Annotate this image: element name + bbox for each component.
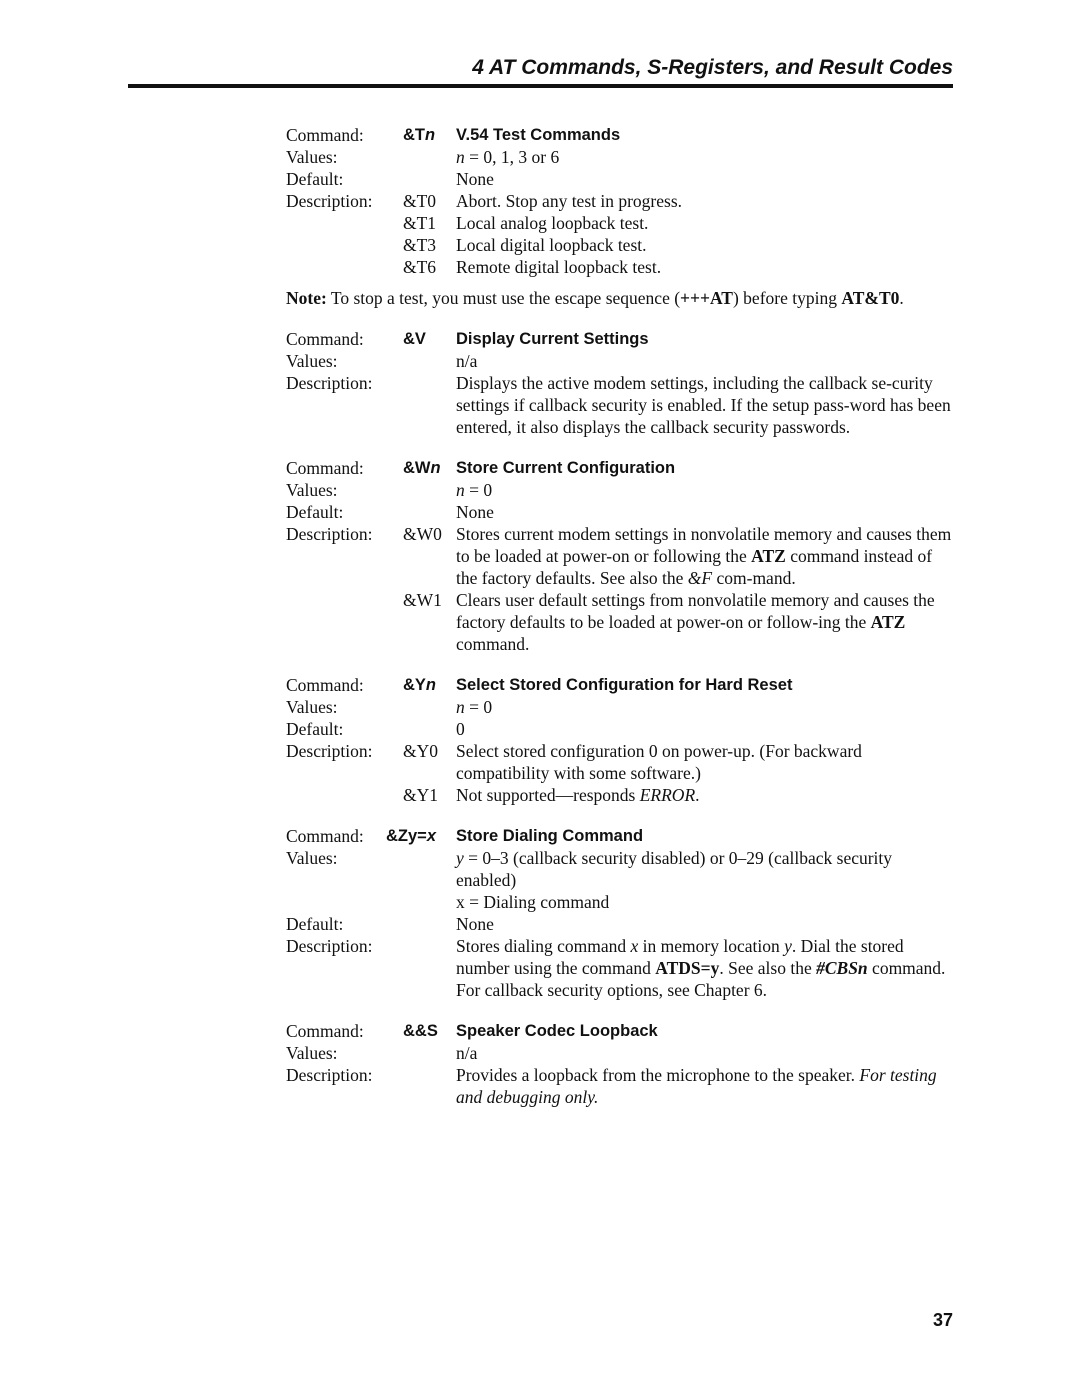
section-title: Select Stored Configuration for Hard Reset bbox=[456, 676, 793, 694]
item-text: Select stored configuration 0 on power-up. (For backward compatibility with some software.) bbox=[456, 741, 862, 783]
item-code: &W0 bbox=[403, 524, 442, 544]
values-text-x: x = Dialing command bbox=[456, 892, 610, 912]
item-text: Clears user default settings from nonvolatile memory and causes the factory defaults to be loaded at power-on or follow-ing the ATZ command. bbox=[456, 590, 935, 654]
description-text: Provides a loopback from the microphone to the speaker. For testing and debugging only. bbox=[456, 1065, 937, 1107]
command-label: Command: bbox=[286, 458, 364, 478]
command-label: Command: bbox=[286, 1021, 364, 1041]
description-text: Stores dialing command x in memory location y. Dial the stored number using the command ATDS=y. See also the #CBSn command. For callback security options, see Chapter 6. bbox=[456, 936, 946, 1000]
item-text: Not supported—responds ERROR. bbox=[456, 785, 700, 805]
description-label: Description: bbox=[286, 524, 373, 544]
item-text: Local analog loopback test. bbox=[456, 213, 649, 233]
command-code: &Wn bbox=[403, 459, 441, 477]
item-code: &T6 bbox=[403, 257, 437, 277]
command-code: &&S bbox=[403, 1022, 438, 1040]
default-text: None bbox=[456, 914, 494, 934]
item-code: &Y1 bbox=[403, 785, 438, 805]
command-code: &Yn bbox=[403, 676, 437, 694]
section-title: Display Current Settings bbox=[456, 330, 649, 348]
command-label: Command: bbox=[286, 826, 364, 846]
note-paragraph: Note: To stop a test, you must use the escape sequence (+++AT) before typing AT&T0. bbox=[286, 288, 904, 308]
description-text: Displays the active modem settings, including the callback se-curity settings if callback security is enabled. If the setup pass-word has been entered, it also displays the callback security passwords. bbox=[456, 373, 951, 437]
values-label: Values: bbox=[286, 848, 338, 868]
item-code: &T3 bbox=[403, 235, 437, 255]
description-label: Description: bbox=[286, 741, 373, 761]
values-text: n = 0 bbox=[456, 480, 493, 500]
section-title: Store Dialing Command bbox=[456, 827, 644, 845]
item-code: &T0 bbox=[403, 191, 437, 211]
item-text: Local digital loopback test. bbox=[456, 235, 647, 255]
section-title: Store Current Configuration bbox=[456, 459, 676, 477]
page-number: 37 bbox=[932, 1310, 953, 1330]
values-text: n/a bbox=[456, 351, 478, 371]
values-label: Values: bbox=[286, 480, 338, 500]
header-rule bbox=[128, 84, 953, 88]
default-label: Default: bbox=[286, 502, 344, 522]
section-title: Speaker Codec Loopback bbox=[456, 1022, 658, 1040]
page-content bbox=[286, 124, 966, 1108]
values-text: y = 0–3 (callback security disabled) or 0–29 (callback security enabled) bbox=[456, 848, 893, 890]
item-text: Remote digital loopback test. bbox=[456, 257, 662, 277]
command-code: &V bbox=[403, 330, 426, 348]
item-code: &T1 bbox=[403, 213, 437, 233]
command-label: Command: bbox=[286, 675, 364, 695]
item-text: Stores current modem settings in nonvolatile memory and causes them to be loaded at power-on or following the ATZ command instead of the factory defaults. See also the &F com-mand. bbox=[456, 524, 952, 588]
description-label: Description: bbox=[286, 1065, 373, 1085]
values-label: Values: bbox=[286, 147, 338, 167]
section-v bbox=[286, 328, 966, 438]
values-text: n/a bbox=[456, 1043, 478, 1063]
section-z bbox=[286, 825, 966, 1001]
command-code: &Tn bbox=[403, 126, 436, 144]
section-title: V.54 Test Commands bbox=[456, 126, 621, 144]
values-text: n = 0 bbox=[456, 697, 493, 717]
command-label: Command: bbox=[286, 125, 364, 145]
default-text: 0 bbox=[456, 719, 465, 739]
command-label: Command: bbox=[286, 329, 364, 349]
values-label: Values: bbox=[286, 351, 338, 371]
default-label: Default: bbox=[286, 914, 344, 934]
item-code: &Y0 bbox=[403, 741, 438, 761]
values-text: n = 0, 1, 3 or 6 bbox=[456, 147, 560, 167]
section-y bbox=[286, 674, 966, 806]
section-s bbox=[286, 1020, 966, 1108]
section-t bbox=[286, 124, 966, 309]
values-label: Values: bbox=[286, 1043, 338, 1063]
item-code: &W1 bbox=[403, 590, 442, 610]
default-label: Default: bbox=[286, 169, 344, 189]
section-w bbox=[286, 457, 966, 655]
description-label: Description: bbox=[286, 936, 373, 956]
values-label: Values: bbox=[286, 697, 338, 717]
command-code: &Zy=x bbox=[386, 827, 436, 845]
chapter-header: 4 AT Commands, S-Registers, and Result Codes bbox=[472, 56, 953, 79]
default-text: None bbox=[456, 502, 494, 522]
description-label: Description: bbox=[286, 373, 373, 393]
item-text: Abort. Stop any test in progress. bbox=[456, 191, 683, 211]
default-text: None bbox=[456, 169, 494, 189]
default-label: Default: bbox=[286, 719, 344, 739]
description-label: Description: bbox=[286, 191, 373, 211]
